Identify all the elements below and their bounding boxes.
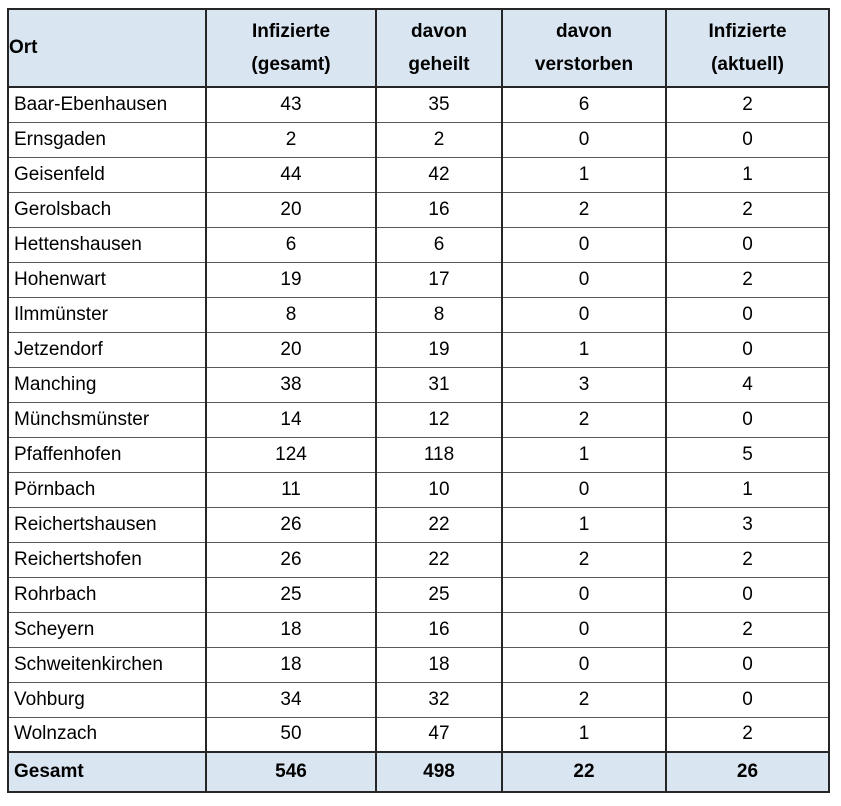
infizierte-gesamt-cell: 19 <box>206 262 376 297</box>
davon-verstorben-cell: 6 <box>502 87 666 122</box>
infizierte-aktuell-cell: 2 <box>666 717 829 752</box>
infizierte-aktuell-cell: 2 <box>666 542 829 577</box>
table-row <box>8 577 829 612</box>
davon-geheilt-cell: 2 <box>376 122 502 157</box>
davon-verstorben-cell: 2 <box>502 542 666 577</box>
table-row <box>8 367 829 402</box>
infizierte-gesamt-cell: 2 <box>206 122 376 157</box>
infizierte-aktuell-cell: 1 <box>666 472 829 507</box>
davon-geheilt-cell: 42 <box>376 157 502 192</box>
ort-cell: Gerolsbach <box>8 192 206 227</box>
infizierte-gesamt-cell: 11 <box>206 472 376 507</box>
table-row <box>8 402 829 437</box>
ort-cell: Schweitenkirchen <box>8 647 206 682</box>
ort-cell: Rohrbach <box>8 577 206 612</box>
davon-verstorben-cell: 2 <box>502 682 666 717</box>
davon-geheilt-cell: 31 <box>376 367 502 402</box>
infizierte-gesamt-cell: 20 <box>206 332 376 367</box>
ort-cell: Reichertshofen <box>8 542 206 577</box>
infizierte-aktuell-cell: 0 <box>666 682 829 717</box>
davon-geheilt-cell: 17 <box>376 262 502 297</box>
table-row <box>8 192 829 227</box>
davon-verstorben-cell: 1 <box>502 507 666 542</box>
davon-geheilt-cell: 19 <box>376 332 502 367</box>
infizierte-aktuell-cell: 3 <box>666 507 829 542</box>
infizierte-gesamt-cell: 6 <box>206 227 376 262</box>
infizierte-gesamt-cell: 34 <box>206 682 376 717</box>
infizierte-aktuell-cell: 0 <box>666 647 829 682</box>
table-row <box>8 157 829 192</box>
ort-cell: Baar-Ebenhausen <box>8 87 206 122</box>
davon-geheilt-cell: 8 <box>376 297 502 332</box>
infizierte-gesamt-cell: 20 <box>206 192 376 227</box>
infizierte-aktuell-cell: 1 <box>666 157 829 192</box>
davon-geheilt-cell: 32 <box>376 682 502 717</box>
col-header-line1: Infizierte <box>708 21 787 42</box>
table-row <box>8 332 829 367</box>
ort-cell: Wolnzach <box>8 717 206 752</box>
davon-geheilt-cell: 118 <box>376 437 502 472</box>
table-row <box>8 122 829 157</box>
table-row <box>8 717 829 752</box>
infizierte-gesamt-cell: 18 <box>206 647 376 682</box>
davon-geheilt-cell: 18 <box>376 647 502 682</box>
infizierte-aktuell-cell: 0 <box>666 577 829 612</box>
infizierte-gesamt-cell: 18 <box>206 612 376 647</box>
infizierte-gesamt-cell: 50 <box>206 717 376 752</box>
infizierte-gesamt-cell: 124 <box>206 437 376 472</box>
davon-verstorben-cell: 2 <box>502 402 666 437</box>
table-row <box>8 682 829 717</box>
infizierte-aktuell-cell: 4 <box>666 367 829 402</box>
table-row <box>8 227 829 262</box>
infizierte-aktuell-cell: 2 <box>666 87 829 122</box>
table-row <box>8 472 829 507</box>
col-header-line2: (aktuell) <box>711 54 784 75</box>
davon-verstorben-cell: 0 <box>502 262 666 297</box>
davon-verstorben-cell: 2 <box>502 192 666 227</box>
ort-cell: Hettenshausen <box>8 227 206 262</box>
col-header-davon-verstorben <box>502 9 666 87</box>
total-infizierte-aktuell: 26 <box>666 752 829 792</box>
davon-verstorben-cell: 0 <box>502 577 666 612</box>
table-row <box>8 437 829 472</box>
infizierte-gesamt-cell: 38 <box>206 367 376 402</box>
col-header-ort: Ort <box>8 9 206 87</box>
infizierte-gesamt-cell: 25 <box>206 577 376 612</box>
davon-verstorben-cell: 0 <box>502 122 666 157</box>
davon-geheilt-cell: 22 <box>376 542 502 577</box>
davon-verstorben-cell: 0 <box>502 227 666 262</box>
ort-cell: Hohenwart <box>8 262 206 297</box>
davon-verstorben-cell: 0 <box>502 297 666 332</box>
infizierte-gesamt-cell: 44 <box>206 157 376 192</box>
table-row <box>8 507 829 542</box>
davon-geheilt-cell: 35 <box>376 87 502 122</box>
infizierte-aktuell-cell: 0 <box>666 227 829 262</box>
infizierte-aktuell-cell: 2 <box>666 192 829 227</box>
total-davon-geheilt: 498 <box>376 752 502 792</box>
total-infizierte-gesamt: 546 <box>206 752 376 792</box>
ort-cell: Vohburg <box>8 682 206 717</box>
infizierte-aktuell-cell: 0 <box>666 402 829 437</box>
davon-verstorben-cell: 1 <box>502 332 666 367</box>
infizierte-gesamt-cell: 26 <box>206 507 376 542</box>
col-header-davon-geheilt <box>376 9 502 87</box>
ort-cell: Ernsgaden <box>8 122 206 157</box>
table-row <box>8 87 829 122</box>
ort-cell: Reichertshausen <box>8 507 206 542</box>
col-header-line2: geheilt <box>408 54 470 75</box>
infizierte-aktuell-cell: 0 <box>666 332 829 367</box>
davon-verstorben-cell: 0 <box>502 612 666 647</box>
total-davon-verstorben: 22 <box>502 752 666 792</box>
infizierte-aktuell-cell: 2 <box>666 612 829 647</box>
col-header-infizierte-gesamt <box>206 9 376 87</box>
infizierte-aktuell-cell: 5 <box>666 437 829 472</box>
table-row <box>8 297 829 332</box>
davon-geheilt-cell: 47 <box>376 717 502 752</box>
ort-cell: Jetzendorf <box>8 332 206 367</box>
infizierte-gesamt-cell: 26 <box>206 542 376 577</box>
infizierte-aktuell-cell: 0 <box>666 297 829 332</box>
infizierte-gesamt-cell: 14 <box>206 402 376 437</box>
table-row <box>8 542 829 577</box>
davon-geheilt-cell: 6 <box>376 227 502 262</box>
col-header-line1: davon <box>411 21 467 42</box>
ort-cell: Pfaffenhofen <box>8 437 206 472</box>
ort-cell: Ilmmünster <box>8 297 206 332</box>
col-header-infizierte-aktuell <box>666 9 829 87</box>
header-row <box>8 9 829 87</box>
davon-verstorben-cell: 3 <box>502 367 666 402</box>
infizierte-gesamt-cell: 8 <box>206 297 376 332</box>
davon-geheilt-cell: 12 <box>376 402 502 437</box>
davon-geheilt-cell: 25 <box>376 577 502 612</box>
davon-verstorben-cell: 1 <box>502 717 666 752</box>
ort-cell: Münchsmünster <box>8 402 206 437</box>
col-header-line1: Infizierte <box>251 21 331 42</box>
davon-geheilt-cell: 22 <box>376 507 502 542</box>
col-header-line2: verstorben <box>534 54 634 75</box>
table-row <box>8 262 829 297</box>
table-row <box>8 612 829 647</box>
ort-cell: Manching <box>8 367 206 402</box>
col-header-line2: (gesamt) <box>251 54 331 75</box>
covid-cases-table <box>7 8 830 793</box>
ort-cell: Pörnbach <box>8 472 206 507</box>
total-row <box>8 752 829 792</box>
davon-verstorben-cell: 0 <box>502 472 666 507</box>
table-row <box>8 647 829 682</box>
ort-cell: Geisenfeld <box>8 157 206 192</box>
davon-geheilt-cell: 10 <box>376 472 502 507</box>
infizierte-aktuell-cell: 2 <box>666 262 829 297</box>
ort-cell: Scheyern <box>8 612 206 647</box>
col-header-line1: davon <box>556 21 612 42</box>
davon-geheilt-cell: 16 <box>376 192 502 227</box>
davon-geheilt-cell: 16 <box>376 612 502 647</box>
davon-verstorben-cell: 1 <box>502 437 666 472</box>
total-label: Gesamt <box>8 752 206 792</box>
infizierte-gesamt-cell: 43 <box>206 87 376 122</box>
davon-verstorben-cell: 0 <box>502 647 666 682</box>
davon-verstorben-cell: 1 <box>502 157 666 192</box>
infizierte-aktuell-cell: 0 <box>666 122 829 157</box>
